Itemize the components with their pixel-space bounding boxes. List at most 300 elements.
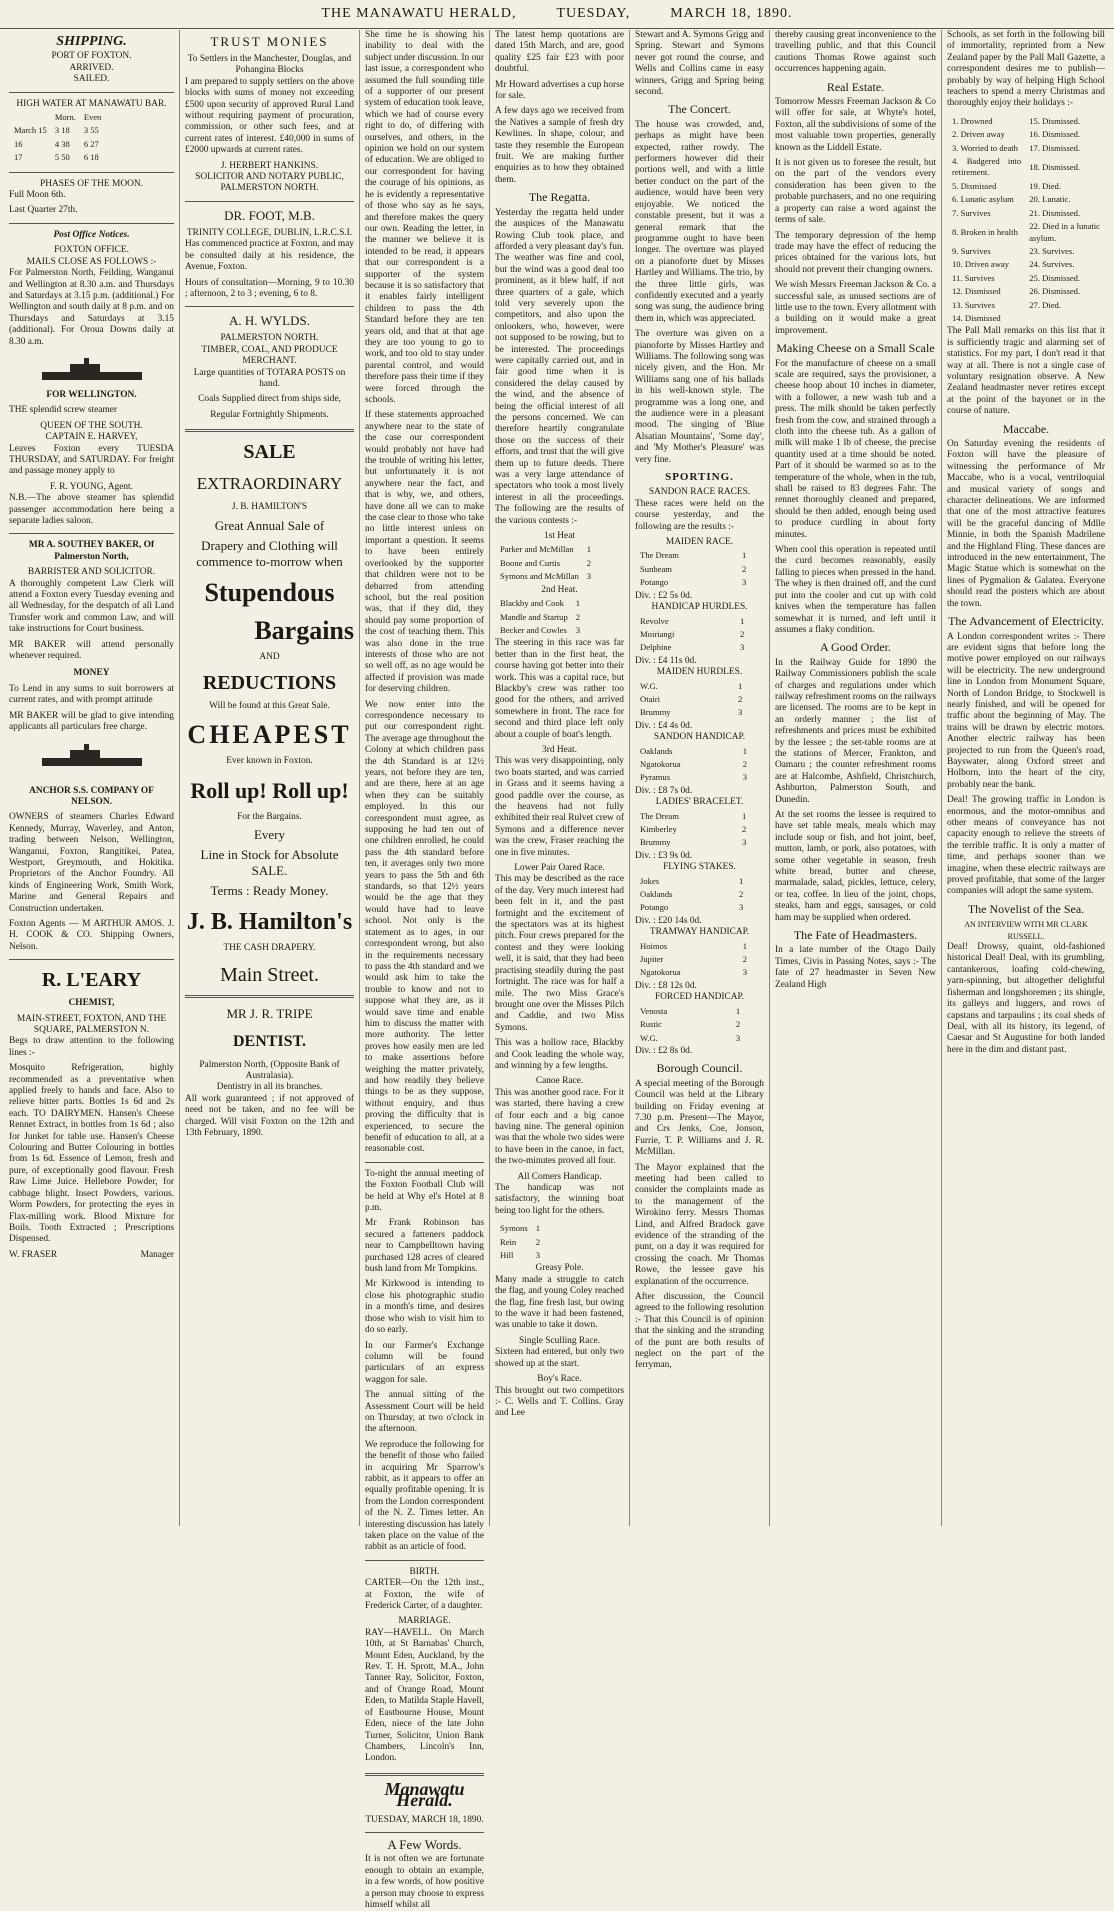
race-heading: LADIES' BRACELET. — [655, 797, 744, 808]
divider — [9, 959, 174, 960]
result-row — [637, 707, 762, 718]
extraordinary-heading: EXTRAORDINARY — [196, 474, 343, 494]
fate-cell: 11. Survives — [952, 272, 995, 283]
result-row — [637, 642, 762, 653]
dateline: TUESDAY, MARCH 18, 1890. — [365, 1814, 484, 1825]
leary-intro: Begs to draw attention to the following lines :- — [9, 1036, 174, 1058]
news-paragraph: The latest hemp quotations are dated 15th March, and are, good quality £25 fair £23 with poor doubtful. — [495, 30, 624, 75]
place: 2 — [742, 824, 747, 834]
race-heading: Single Sculling Race. — [519, 1335, 600, 1346]
news-paragraph: Mr Frank Robinson has secured a fatteners paddock near to Campbelltown having purchased 128 acres of cleared bush land from Mr Tompkins. — [365, 1218, 484, 1275]
tide-cell: 17 — [14, 152, 23, 163]
horse: The Dream — [640, 550, 679, 561]
steamer-name: QUEEN OF THE SOUTH. — [40, 420, 143, 431]
wylds-location: PALMERSTON NORTH. — [220, 333, 319, 344]
tide-cell: 6 27 — [83, 138, 99, 149]
news-paragraph: Stewart and A. Symons Grigg and Spring. Stewart and Symons never got round the course, and Wells and Collins came in easy winners, Grigg and Spring being second. — [635, 30, 764, 98]
horse: Venosta — [640, 1005, 668, 1016]
mails-text: For Palmerston North, Feilding, Wanganui and Wellington at 8.30 a.m. and Thursdays and Saturdays at 3.15 p.m. (additional.) For Wellington and south daily at 8 p.m. and on Thursdays and Saturdays at 3.15 (additional). For Oroua Downs daily at 8.30 a.m. — [9, 268, 174, 347]
place: 2 — [737, 693, 743, 704]
result-row — [497, 598, 583, 609]
divider — [185, 306, 354, 307]
race-heading: 2nd Heat. — [541, 584, 578, 595]
result-row — [637, 616, 762, 627]
fate-cell: 4. Badgered into retirement. — [952, 156, 1022, 178]
electricity-heading: The Advancement of Electricity. — [948, 614, 1104, 629]
race-results — [635, 809, 764, 851]
sporting-heading: SPORTING. — [665, 471, 734, 484]
race-results — [635, 1004, 764, 1046]
fate-row — [949, 116, 1103, 127]
divider — [185, 995, 354, 998]
place: 3 — [535, 1250, 540, 1261]
fate-row — [949, 259, 1103, 270]
place: 3 — [740, 642, 745, 653]
fate-table — [947, 114, 1105, 327]
place: 2 — [742, 954, 748, 965]
horse: Kimberley — [640, 824, 677, 834]
moon-phase: Full Moon 6th. — [9, 190, 66, 201]
fate-row — [949, 156, 1103, 179]
race-heading: FLYING STAKES. — [663, 862, 736, 873]
trust-subheading: To Settlers in the Manchester, Douglas, and Pohangina Blocks — [187, 54, 352, 76]
horse: W.G. — [640, 1032, 658, 1043]
result-row — [637, 824, 762, 835]
divider — [365, 1832, 484, 1833]
leary-title: CHEMIST, — [68, 998, 115, 1009]
leary-signature — [9, 1250, 174, 1261]
money-heading: MONEY — [73, 668, 110, 679]
place: 1 — [737, 680, 743, 691]
maccabe-heading: Maccabe. — [1002, 421, 1050, 436]
money-body: To Lend in any sums to suit borrowers at current rates, and with prompt attitude — [9, 683, 174, 706]
horse: Moiriangi — [640, 628, 675, 639]
crew: Boone and Curtis — [500, 557, 561, 568]
steamer-note: N.B.—The above steamer has splendid passenger accommodation here being a separate ladies saloon. — [9, 493, 174, 526]
tide-cell: 6 18 — [83, 152, 99, 163]
race-heading: Greasy Pole. — [535, 1263, 584, 1274]
sailed-label: SAILED. — [73, 74, 110, 85]
fate-cell: 1. Drowned — [952, 115, 993, 126]
fate-row — [949, 273, 1103, 284]
crew: Rein — [500, 1236, 517, 1247]
place: 1 — [575, 598, 581, 609]
fate-row — [949, 313, 1103, 324]
horse: Rustic — [640, 1019, 662, 1030]
result-row — [497, 571, 594, 582]
column-2 — [180, 30, 360, 1526]
result-row — [637, 941, 762, 952]
fate-cell: 24. Survives. — [1029, 259, 1075, 270]
foot-name: DR. FOOT, M.B. — [224, 207, 315, 223]
race-heading: SANDON HANDICAP. — [653, 732, 746, 743]
place: 1 — [742, 810, 747, 821]
race-paragraph: This was another good race. For it was started, there having a crew of four each and a big canoe having nine. The general opinion was that the whole two sides were to have been in the canoe, in fact, the two-minutes proved all four. — [495, 1087, 624, 1167]
place: 3 — [742, 837, 747, 848]
horse: Potango — [640, 577, 669, 588]
horse: Revolve — [640, 615, 669, 626]
place: 2 — [739, 889, 744, 900]
divider — [9, 92, 174, 93]
fate-row — [949, 246, 1103, 257]
race-paragraph: The steering in this race was far better than in the first heat, the course having got better into their work. This was a capital race, but Blackby's crew was rather too good for the others, and arrived somewhere in front. The race for second and third place left only about a couple of boat's length. — [495, 638, 624, 740]
fate-row — [949, 194, 1103, 205]
race-heading: HANDICAP HURDLES. — [651, 602, 748, 613]
tripe-body: All work guaranteed ; if not approved of need not be taken, and no fee will be charged. Will visit Foxton on the 12th and 13th February, 1890. — [185, 1093, 354, 1139]
result-row — [497, 544, 594, 555]
masthead-date: MARCH 18, 1890. — [670, 6, 793, 21]
fate-row — [949, 300, 1103, 311]
place: 3 — [742, 577, 747, 588]
wylds-line: Coals Supplied direct from ships side, — [198, 394, 341, 405]
steamer-icon — [32, 354, 152, 384]
fate-cell: 22. Died in a lunatic asylum. — [1029, 221, 1100, 243]
sale-heading: SALE — [243, 441, 296, 464]
cheese-paragraph: For the manufacture of cheese on a small scale are required, says the provisioner, a cheese hoop about 10 inches in diameter, with a follower, a new wash tub and a press. The milk should be taken perfectly fresh from the cow, and strained through a cloth into the cheese tub. As a gallon of milk will make 1 lb of cheese, the precise quantity used at a time should be noted. Part of it should be warmed so as to the temperature of the whole, when in the tub, shall be raised to 83 degrees Fahr. The rennet thoroughly cleaned and prepared, should be then added, enough being used to produce curdling in about forty minutes. — [775, 358, 936, 540]
fate-cell: 23. Survives. — [1029, 245, 1075, 256]
fate-cell: 5. Dismissed — [952, 180, 997, 191]
tide-cell: 3 55 — [83, 125, 99, 136]
result-row — [637, 1006, 762, 1017]
sale-note: Will be found at this Great Sale. — [209, 700, 330, 711]
money-note: MR BAKER will be glad to give intending applicants all particulars free charge. — [9, 710, 174, 733]
main-street: Main Street. — [220, 963, 319, 986]
race-paragraph: This was very disappointing, only two boats started, and was carried in Grass and it seems having a good paddle over the course, as the heavens had not fully exhibited their real Rulvet crew of Symons and a difference never was the crew, Fraser reaching the one in five minutes. — [495, 756, 624, 858]
tide-heading: HIGH WATER AT MANAWATU BAR. — [16, 98, 167, 109]
foot-college: TRINITY COLLEGE, DUBLIN, L.R.C.S.I. — [186, 227, 353, 238]
steamer-body: Leaves Foxton every TUESDA THURSDAY, and SATURDAY. For freight and passage money apply to — [9, 443, 174, 477]
wylds-name: A. H. WYLDS. — [228, 313, 310, 329]
fate-cell: 3. Worried to death — [952, 142, 1018, 153]
captain-name: CAPTAIN E. HARVEY, — [45, 432, 138, 443]
concert-heading: The Concert. — [668, 102, 731, 117]
result-row — [497, 558, 594, 569]
marriage-heading: MARRIAGE. — [398, 1616, 451, 1627]
place: 3 — [575, 624, 581, 635]
bargains-line: For the Bargains. — [237, 811, 302, 822]
column-4 — [490, 30, 630, 1526]
news-paragraph: In our Farmer's Exchange column will be found particulars of an express waggon for sale. — [365, 1340, 484, 1385]
editorial-paragraph: She time he is showing his inability to deal with the subject under discussion. In our last issue, a correspondent who assumed the full sounding title of a supporter of our present system of education took leave, which we had of course every right to do, of differing with ourselves, and others, in the opinion we hold on our system of education. We are obliged to our correspondent for having the courage of his opinions, as he is evidently a representative of those who say as he says, and therefore makes the query our own. Reading the letter, in the manner we believe it is intended to be read, it appears that our correspondent is a supporter of the system because it is so satisfactory that it enables fairly intelligent children to pass the 4th Standard before they are ten years old, and that at that age they are too young to go to work, and too old to stay under parental control, and would therefore pass their time if they were forced through the schools. — [365, 30, 484, 405]
fate-row — [949, 143, 1103, 154]
divider — [365, 1773, 484, 1776]
novelist-subheading: AN INTERVIEW WITH MR CLARK RUSSELL. — [964, 920, 1088, 941]
crew: Hill — [500, 1250, 514, 1261]
race-heading: All Comers Handicap. — [517, 1171, 602, 1182]
wellington-heading: FOR WELLINGTON. — [46, 389, 137, 400]
anchor-heading: ANCHOR S.S. COMPANY OF NELSON. — [29, 785, 154, 807]
place: 2 — [742, 563, 747, 574]
place: 1 — [739, 875, 744, 886]
leary-address: MAIN-STREET, FOXTON, AND THE SQUARE, PALMERSTON N. — [16, 1013, 167, 1035]
fate-cell: 21. Dismissed. — [1029, 207, 1081, 218]
crew: Symons — [500, 1223, 528, 1234]
manager-label: Manager — [140, 1249, 174, 1260]
southey-body: A thoroughly competent Law Clerk will attend a Foxton every Tuesday evening and all Wednesday, for the despatch of all Land Transfer work and common Law, and will take instructions for Court business. — [9, 578, 174, 635]
crew: Becker and Cowles — [500, 624, 567, 635]
race-results — [635, 679, 764, 721]
anchor-agents: Foxton Agents — M ARTHUR AMOS. J. H. COOK & CO. Shipping Owners, Nelson. — [9, 918, 174, 952]
tripe-name: MR J. R. TRIPE — [226, 1005, 313, 1021]
fate-cell: 2. Driven away — [952, 129, 1005, 140]
place: 1 — [742, 940, 748, 951]
shipping-heading: SHIPPING. — [56, 34, 127, 49]
birth-heading: BIRTH. — [409, 1566, 440, 1577]
concert-paragraph: The overture was given on a pianoforte by Misses Hartley and Williams. The following song was nicely given, and the Hon. Mr Williams sang one of his ballads in his well-known style. The programme was a long one, and the audience were in a pleasant mood. The singing of 'Blue Alsatian Mountains', 'Some day', and 'My Mother's Pleasure' was very fine. — [635, 329, 764, 465]
horse: Oaklands — [640, 889, 673, 900]
place: 1 — [535, 1223, 540, 1234]
foot-body: Has commenced practice at Foxton, and may be consulted daily at his residence, the Avenue, Foxton. — [185, 239, 354, 273]
port-heading: PORT OF FOXTON. — [51, 51, 132, 62]
place: 3 — [742, 772, 748, 783]
order-heading: A Good Order. — [820, 640, 891, 655]
electricity-paragraph: Deal! The growing traffic in London is enormous, and the motor-omnibus and other means of conveyance has not capacity enough to relieve the streets of the terrible traffic. It is only a matter of time, and perhaps sooner than we imagine, when these electric railways are proved profitable, that some of the larger companies will adopt the same system. — [947, 795, 1105, 897]
race-heading: 1st Heat — [544, 531, 575, 542]
horse: Ngatokorua — [640, 758, 681, 769]
place: 2 — [586, 557, 592, 568]
headmasters-heading: The Fate of Headmasters. — [793, 928, 918, 943]
estate-paragraph: Tomorrow Messrs Freeman Jackson & Co will offer for sale, at Whyte's hotel, Foxton, all the subdivisions of some of the most valuable town properties, generally known as the Liddell Estate. — [775, 97, 936, 153]
result-row — [637, 577, 762, 588]
terms-line: Terms : Ready Money. — [210, 883, 329, 899]
news-paragraph: A few days ago we received from the Natives a sample of fresh dry Kewlines. In shape, colour, and taste they resemble the European fruit. We are making further enquiries as to how they obtained them. — [495, 106, 624, 185]
tide-row — [11, 125, 104, 136]
fate-cell — [1026, 313, 1103, 324]
birth-notice: CARTER—On the 12th inst., at Foxton, the wife of Frederick Carter, of a daughter. — [365, 1578, 484, 1612]
moon-phase: Last Quarter 27th. — [9, 205, 78, 216]
column-7 — [942, 30, 1110, 1526]
result-row — [637, 772, 762, 783]
divider — [185, 201, 354, 202]
electricity-paragraph: A London correspondent writes :- There are evident signs that before long the motive power employed on our railways will be electricity. The new underground line in London from Monument Square, North of London Bridge, to Stockwell is nearly finished, and will be opened for traffic about the beginning of May. The trains will be drawn by electric motors. Another electric railway has been projected to run from the Queen's road, Bayswater, along Oxford street and Holborn, into the heart of the city, probably near the bank. — [947, 631, 1105, 790]
column-3 — [360, 30, 490, 1910]
trust-body: I am prepared to supply settlers on the above blocks with sums of money not exceeding £500 upon security of approved Rural Land without requiring payment of procuration, commission, or other such fees, and at current rates of interest. £40,000 in sums of £2000 upwards at current rates. — [185, 76, 354, 156]
order-paragraph: At the set rooms the lessee is required to have set table meals, meals which may include soup or fish, and hot joint, beef, mutton, lamb, or pork, also potatoes, with some other vegetable in season, fresh white bread, butter and cheese, marmalade, salad, pickles, lettuce, celery, or tea, coffee. In lieu of the joint, chops, steaks, ham and eggs, sausages, or cold ham may be supplied when ordered. — [775, 810, 936, 923]
race-paragraph: This may be described as the race of the day. Very much interest had been felt in it, and the past fortnight and the excitement of the spectators was at its highest pitch. Four crews prepared for the contest and they were looking well, it is said, that they had been practising steadily during the past fortnight. The race was for half a mile. The two Miss Grace's brought one over the Misses Pilch and Caddie, and two Miss Symons. — [495, 874, 624, 1033]
result-row — [637, 902, 762, 913]
race-paragraph: This was a hollow race, Blackby and Cook leading the whole way, and winning by a few lengths. — [495, 1038, 624, 1071]
fate-cell: 8. Broken in health — [952, 226, 1018, 237]
agent-name: F. R. YOUNG, Agent. — [49, 481, 134, 492]
southey-note: MR BAKER will attend personally whenever required. — [9, 639, 174, 662]
crew: Blackby and Cook — [500, 598, 564, 609]
result-row — [497, 1237, 543, 1248]
novelist-paragraph: Deal! Drowsy, quaint, old-fashioned historical Deal! Deal, with its grumbling, cantankerous, loafing cold-chewing, yarn-spinning, but altogether delightful fisherman and longshoremen ; its shingle, its galleys and luggers, and rows of capstans and tarpaulins ; its coal sheds of Deal, with all its history, its legend, of Caesar and St Augustine for both landed here in the dim and distant past. — [947, 942, 1105, 1055]
race-heading: MAIDEN RACE. — [665, 537, 734, 548]
race-results — [495, 542, 596, 584]
cheese-paragraph: When cool this operation is repeated until the curd becomes reasonably, easily falling to pieces when pressed in the hand. The whey is then drained off, and the curd put into the cooler and cut up with cold knives when the temperature has fallen somewhat it is turned, and left until it assumes a flaky condition. — [775, 545, 936, 635]
result-row — [637, 694, 762, 705]
borough-heading: Borough Council. — [656, 1061, 743, 1076]
result-row — [637, 967, 762, 978]
race-results — [495, 596, 585, 638]
fate-cell: 12. Dismissed — [952, 286, 1001, 297]
order-paragraph: In the Railway Guide for 1890 the Railway Commissioners publish the scale of charges and regulations under which railway refreshment rooms on the railways are licensed. The rooms are to be kept in an orderly manner ; the list of refreshments and prices must be exhibited by the lessee ; the set-table rooms are at the stations of Mercer, Frankton, and Oamaru ; the counter refreshment rooms are at Halcombe, Ashfield, Christchurch, Ashburton, Palmerston South, and Dunedin. — [775, 657, 936, 805]
news-paragraph: Mr Howard advertises a cup horse for sale. — [495, 79, 624, 102]
result-row — [497, 1250, 543, 1261]
divider — [9, 533, 174, 534]
fate-cell: 10. Driven away — [952, 259, 1010, 270]
steamer-intro: THE splendid screw steamer — [9, 405, 118, 416]
race-results — [635, 614, 764, 656]
fate-cell: 14. Dismissed — [952, 312, 1001, 323]
result-row — [637, 954, 762, 965]
post-heading: Post Office Notices. — [53, 229, 130, 240]
leary-items: Mosquito Refrigeration, highly recommended as a preventative when applied freely to hands and face. Also to relieve bitter parts. Bottles 1s 6d and 2s each. TO DAIRYMEN. Hansen's Cheese Rennet Extract, in bottles from 1s 6d ; also for Junket for table use. Hansen's Cheese Colouring and Butter Colouring in bottles from 1s 6d. Essence of Lemon, fresh and pure, of exceptionally good flavour. Fresh Raw Lime Juice. Hellebore Powder, for cabbage blight. Insect Powders, various. Worm Powders, for protecting the eyes in Flax-milling work. Blood Mixture for Boils. Tooth Extracted ; Prescriptions Dispensed. — [9, 1063, 174, 1245]
fraser-name: W. FRASER — [9, 1249, 58, 1260]
result-row — [497, 612, 583, 623]
tide-cell: 16 — [14, 138, 23, 149]
news-paragraph: Schools, as set forth in the following bill of immortality, reprinted from a New Zealand paper by the Pall Mall Gazette, a correspondent desires me to publish—probably by way of helping High School teachers to spend a merry Christmas and thoroughly enjoy their holidays :- — [947, 30, 1105, 109]
place: 2 — [742, 758, 748, 769]
dividend: Div. : £2 5s 0d. — [635, 590, 693, 601]
column-5 — [630, 30, 770, 1526]
fate-row — [949, 181, 1103, 192]
southey-title: BARRISTER AND SOLICITOR. — [27, 567, 156, 578]
place: 2 — [735, 1019, 741, 1030]
drapery-line: Drapery and Clothing will commence to-morrow when — [196, 537, 343, 569]
race-heading: Boy's Race. — [537, 1374, 582, 1385]
result-row — [637, 629, 762, 640]
divider — [9, 223, 174, 224]
headmasters-paragraph: In a late number of the Otago Daily Times, Civis in Passing Notes, says :- The fate of 27 headmaster in Seven New Zealand High — [775, 945, 936, 990]
horse: Jokes — [640, 875, 660, 886]
hankins-title: SOLICITOR AND NOTARY PUBLIC, PALMERSTON NORTH. — [195, 172, 344, 194]
tide-cell: March 15 — [14, 125, 47, 136]
race-heading: Canoe Race. — [535, 1076, 584, 1087]
horse: The Dream — [640, 810, 679, 821]
wylds-trade: TIMBER, COAL, AND PRODUCE MERCHANT. — [201, 344, 338, 367]
cheapest-heading: CHEAPEST — [187, 720, 352, 750]
news-paragraph: To-night the annual meeting of the Foxton Football Club will be held at Why el's Hotel at 8 p.m. — [365, 1168, 484, 1214]
tide-col — [11, 112, 50, 123]
place: 2 — [740, 628, 745, 639]
place: 3 — [739, 902, 744, 913]
horse: Hoimos — [640, 940, 668, 951]
reductions-heading: REDUCTIONS — [202, 671, 337, 694]
estate-paragraph: It is not given us to foresee the result, but on the part of the vendors every consideration has been given to the probable purchasers, and no one requiring a property can raise a word against the terms of sale. — [775, 158, 936, 226]
rollup-heading: Roll up! Roll up! — [190, 777, 349, 803]
dividend: Div. : £8 12s 0d. — [635, 980, 697, 991]
known-line: Ever known in Foxton. — [226, 756, 313, 767]
fate-cell: 6. Lunatic asylum — [952, 194, 1014, 205]
result-row — [637, 837, 762, 848]
editorial-paragraph: If these statements approached anywhere near to the state of the case our correspondent would probably not have had the trouble of writing his letter, but unfortunately it is not anywhere near the fact, and that is why, we, and others, have done all we can to make the case clear to those who take no little interest unless on important a question. It seems to have been entirely overlooked by the supporter that children were not to be debarred from attending school, but the real position was, that if they did, they should pay some proportion of the cost of teaching them. This was also done in the true interests of those who are not so well off, as no age would be affected if provision was made for deserving children. — [365, 410, 484, 695]
and-label: AND — [259, 651, 280, 662]
crew: Parker and McMillan — [500, 544, 574, 555]
result-row — [637, 550, 762, 561]
fate-row — [949, 286, 1103, 297]
borough-paragraph: The Mayor explained that the meeting had been called to consider the complaints made as to the management of the Wirokino ferry. Messrs Thomas Lind, and Alfred Bradock gave evidence of the stranding of the punt, on a day it was required for crossing the coach. Mr Thomas Rowe, the lessee gave his explanation of the occurrence. — [635, 1162, 764, 1287]
anchor-steamer-icon — [32, 740, 152, 780]
fate-row — [949, 129, 1103, 140]
fate-cell: 27. Died. — [1029, 299, 1061, 310]
crew: Mandle and Startup — [500, 611, 568, 622]
race-heading: 3rd Heat. — [542, 744, 577, 755]
horse: W.G. — [640, 680, 658, 691]
tide-col: Morn. — [54, 112, 76, 123]
divider — [365, 1560, 484, 1561]
regatta-heading: The Regatta. — [528, 190, 591, 205]
race-heading: FORCED HANDICAP. — [654, 992, 745, 1003]
fate-row — [949, 221, 1103, 244]
borough-paragraph: A special meeting of the Borough Council was held at the Library building on Friday evening at 7.30 p.m. Present—The Mayor, and Crs Jenks, Coe, Jonson, Furrie, T. P. Williams and J. R. McMillan. — [635, 1078, 764, 1158]
result-row — [637, 811, 762, 822]
fate-cell: 17. Dismissed. — [1029, 142, 1081, 153]
novelist-heading: The Novelist of the Sea. — [967, 901, 1085, 916]
place: 3 — [742, 967, 748, 978]
dividend: Div. : £4 11s 0d. — [635, 655, 697, 666]
hamilton-small: J. B. HAMILTON'S — [231, 502, 308, 513]
horse: Otairi — [640, 693, 661, 704]
race-results — [635, 939, 764, 981]
fate-cell: 19. Died. — [1029, 180, 1061, 191]
editorial-paragraph: We now enter into the correspondence necessary to put our correspondent right. The average age throughout the Colony at which children pass the 4th Standard is at 12½ years, not before they are ten, and are there, here at an age when they can be suitably employed. In this our correspondent must agree, as supposing he had ten out of one children enrolled, he could pass the 4th standard before ten, it averages only two more years to pass the 5th and 6th standards, so that 12½ years would be the age that they would have had to leave school. Not only is the statement as to ages, in our correspondent wrong, but also in the requirements necessary to pass the 4th standard and we would ask him to take the trouble to know and not to suppose what they are, as it would save time and enable him to discuss the matter with more authority. The letter proves how easily men are led to make assertions before weighing the matter privately, and how readily they believe things to be as they suppose, without enquiry, and thus proving the difficulty that is experienced, to secure the benefit of education to all, at a reasonable cost. — [365, 699, 484, 1155]
place: 1 — [742, 745, 748, 756]
fate-cell: 25. Dismissed. — [1029, 272, 1081, 283]
masthead — [0, 0, 1114, 29]
column-1 — [4, 30, 180, 1526]
news-paragraph: Mr Kirkwood is intending to close his photographic studio in a month's time, and desires those who wish to visit him to do so early. — [365, 1279, 484, 1336]
mails-heading: MAILS CLOSE AS FOLLOWS :- — [26, 256, 157, 267]
tide-cell: 3 18 — [54, 125, 70, 136]
tripe-address: Palmerston North, (Opposite Bank of Australasia). — [199, 1059, 340, 1081]
dentistry-line: Dentistry in all its branches. — [216, 1082, 323, 1093]
place: 1 — [742, 550, 747, 561]
hamilton-big: J. B. Hamilton's — [186, 909, 353, 936]
post-subheading: FOXTON OFFICE. — [54, 245, 129, 256]
fate-cell: 26. Dismissed. — [1029, 286, 1081, 297]
regatta-paragraph: Yesterday the regatta held under the auspices of the Manawatu Rowing Club took place, and afforded a very pleasant day's fun. The weather was fine and cool, but the wind was a good deal too prominent, as it blew half, if not three quarters of a gale, which told very severely upon the competitors, and also upon the onlookers, who, however, were not supposed to be rowing, but to be interested. The proceedings were capitally carried out, and in fair good time when it is considered the delay caused by the wind, and the absence of being the official interest of all the persons concerned. We can therefore heartily congratulate those on the success of their efforts, and trust that the will give them up to future deeds. There was a very large attendance of spectators who took a most lively interest in all the proceedings. The following are the results of the various contests :- — [495, 207, 624, 526]
column-6 — [770, 30, 942, 1526]
news-paragraph: thereby causing great inconvenience to the travelling public, and that this Council cautions Thomas Rowe against such occurrences happening again. — [775, 30, 936, 75]
concert-paragraph: The house was crowded, and, perhaps as might have been expected, rather rowdy. The performers however did their portions well, and with a little better conduct on the part of the audience, would have been very enjoyable. We noticed the constable present, but it was a general remark that the programme ought to have been longer. The overture was played on a pianoforte duet by Misses Hartley and Williams. The trio, by the three little girls, was confidently executed and a yearly song was sung, the audience bring them in, which was appreciated. — [635, 119, 764, 324]
crew: Symons and McMillan — [500, 571, 579, 582]
tide-cell: 5 50 — [54, 152, 70, 163]
horse: Jupiter — [640, 954, 664, 965]
hankins-name: J. HERBERT HANKINS. — [220, 160, 319, 171]
fate-cell: 16. Dismissed. — [1029, 129, 1081, 140]
news-paragraph: The Pall Mall remarks on this list that it is sufficiently tragic and alarming set of statistics. For my part, I don't read it that way at all. There is not a single case of voluntary resignation observe. A New Zealand headmaster never retires except at the point of the bayonet or in the course of nature. — [947, 326, 1105, 417]
news-paragraph: We reproduce the following for the benefit of those who failed in acquiring Mr Sparrow's rabbit, as it appears to offer an equally profitable opening. It is from the London correspondent of the N. Z. Times letter. An interesting discussion has lately taken place on the value of the rabbit as an article of food. — [365, 1439, 484, 1553]
masthead-paper: THE MANAWATU HERALD, — [321, 6, 517, 21]
moon-heading: PHASES OF THE MOON. — [40, 178, 143, 189]
race-heading: MAIDEN HURDLES. — [656, 667, 743, 678]
estate-paragraph: We wish Messrs Freeman Jackson & Co. a successful sale, as unused sections are of little use to the town. Every allotment with a building on it would make a great improvement. — [775, 280, 936, 336]
maccabe-paragraph: On Saturday evening the residents of Foxton will have the pleasure of witnessing the performance of Mr Maccabe, who is a vocal, ventriloquial and musical variety of songs and character delineations. We are informed that one of the most attractive features will be the graceful dancing of Mdlle Minnie, in both the Spanish Madrilene and the Highland Fling. These dances are introduced in the new entertainment, The Magic Statue which is somewhat on the lines of Pygmalion & Galatea. Everyone should read the posters which are about the town. — [947, 439, 1105, 609]
arrived-label: ARRIVED. — [69, 62, 114, 73]
result-row — [637, 1033, 762, 1044]
place: 1 — [740, 615, 745, 626]
southey-name: MR A. SOUTHEY BAKER, Of Palmerston North, — [28, 540, 155, 562]
divider — [9, 172, 174, 173]
divider — [185, 429, 354, 432]
result-row — [637, 746, 762, 757]
horse: Pyramus — [640, 772, 671, 783]
result-row — [497, 1223, 543, 1234]
race-heading: TRAMWAY HANDICAP. — [649, 927, 750, 938]
few-words-body: It is not often we are fortunate enough to obtain an example, in a few words, of how positive a person may choose to express himself whilst all — [365, 1854, 484, 1910]
annual-sale: Great Annual Sale of — [214, 517, 325, 533]
result-row — [637, 1019, 762, 1030]
tide-cell: 4 38 — [54, 138, 70, 149]
bargains-heading: Bargains — [254, 615, 354, 645]
sandon-intro: These races were held on the course yesterday, and the following are the results :- — [635, 498, 764, 532]
wylds-line: Large quantities of TOTARA POSTS on hand. — [193, 367, 346, 389]
borough-paragraph: After discussion, the Council agreed to the following resolution :- That this Council is of opinion that the sinking and the stranding of the punt are both results of neglect on the part of the ferryman, — [635, 1292, 764, 1371]
wylds-line: Regular Fortnightly Shipments. — [210, 409, 329, 420]
result-row — [637, 759, 762, 770]
